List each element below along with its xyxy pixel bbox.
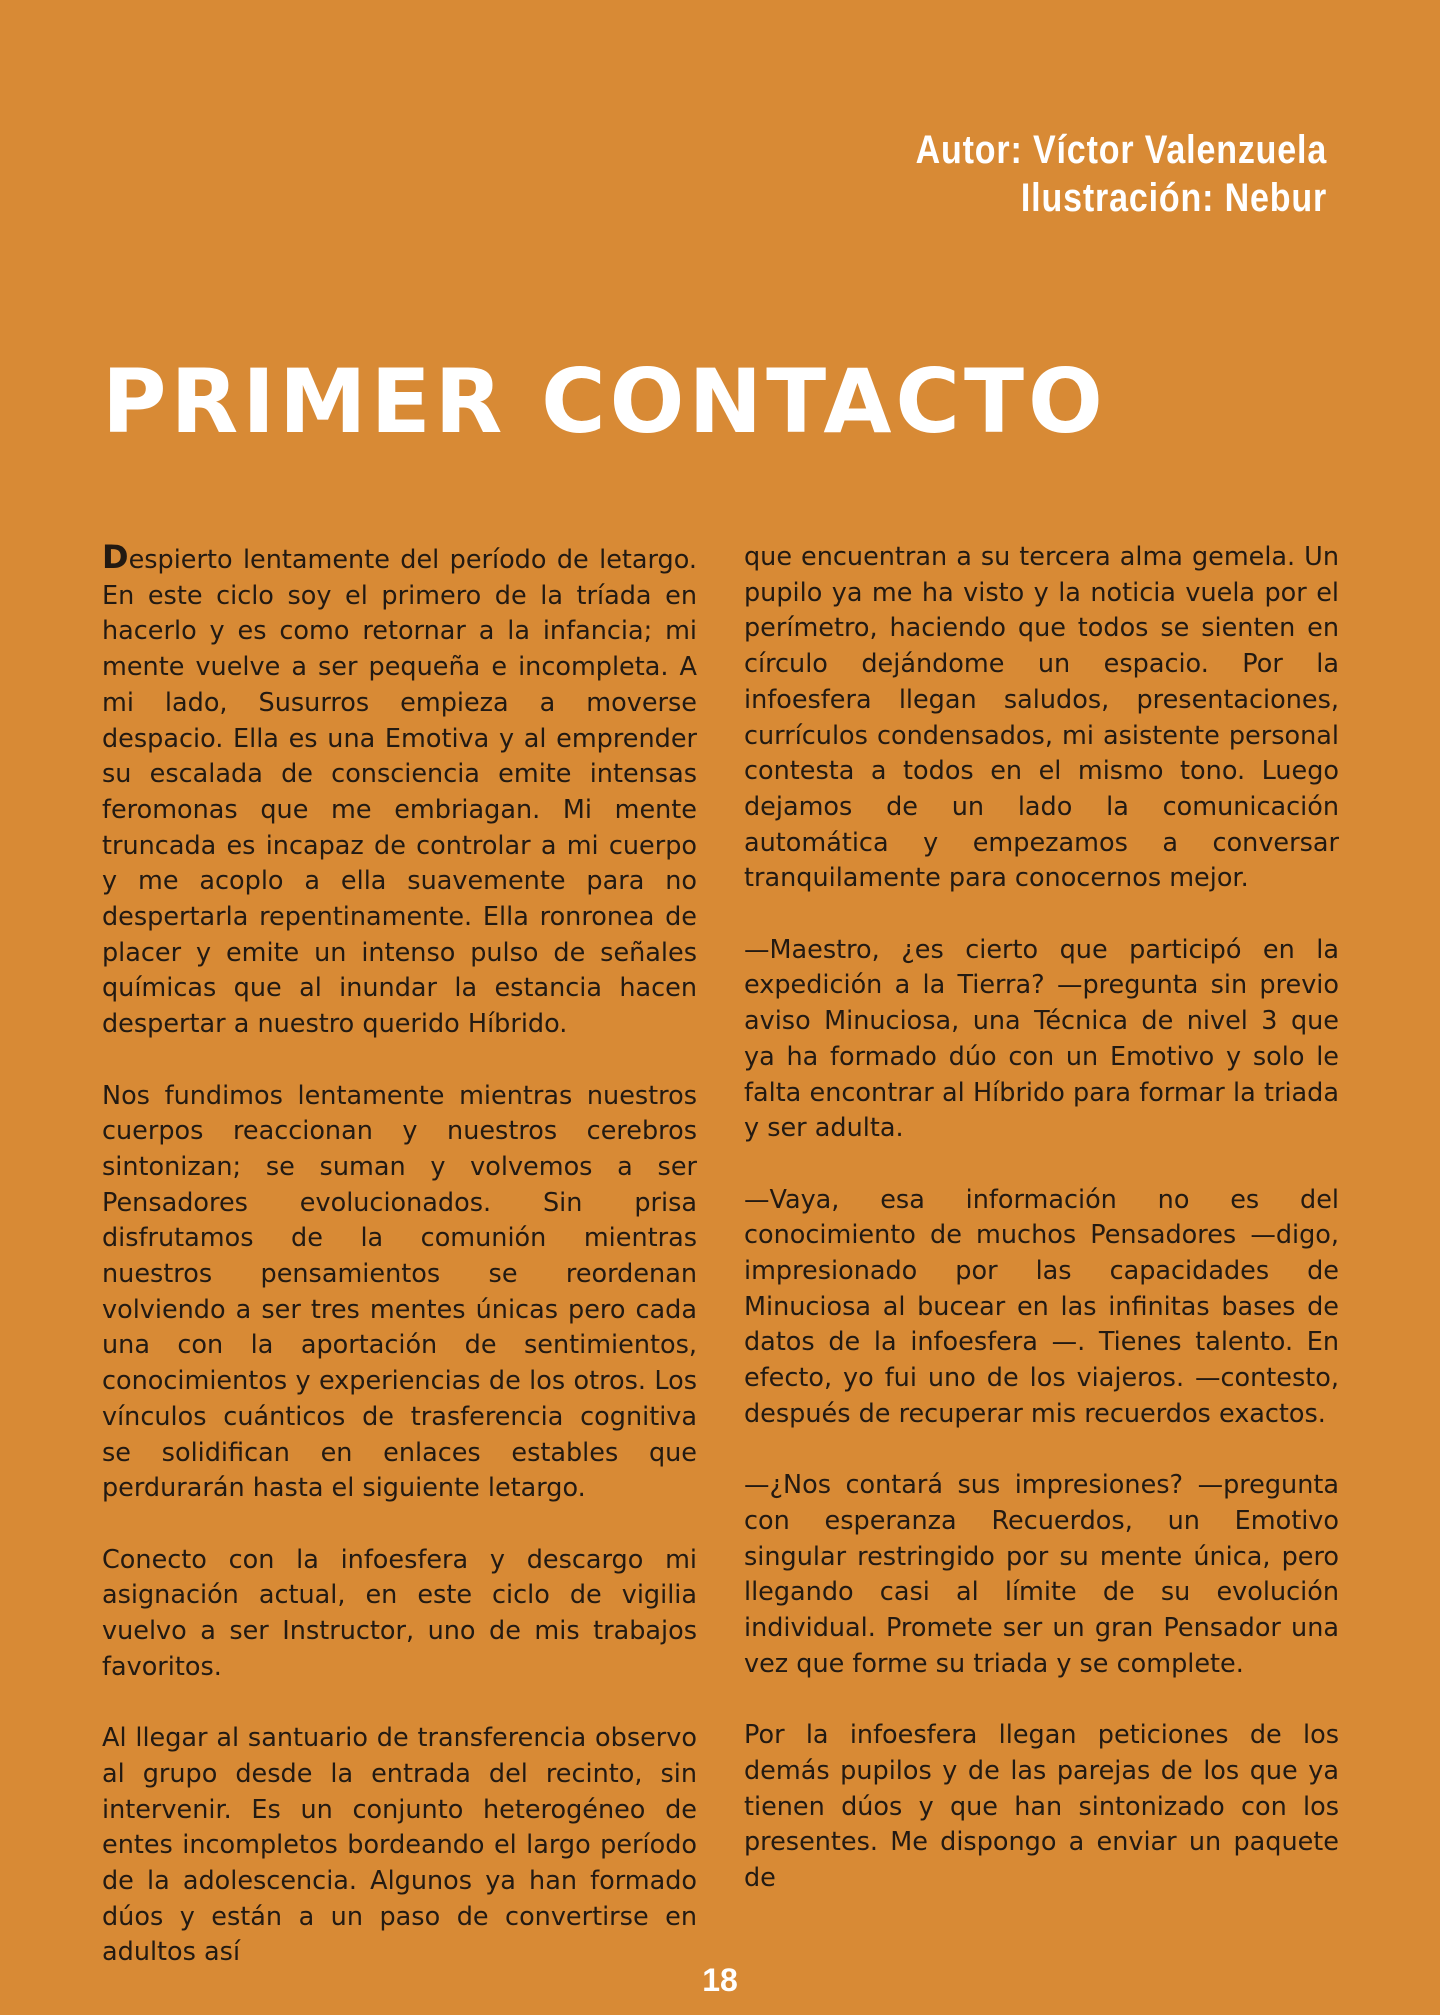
paragraph: —Vaya, esa información no es del conocimiento de muchos Pensadores —digo, impresionado por las capacidades de Minuciosa al bucear en las infinitas bases de datos de la infoesfera —. Tienes talento. En efecto, yo fui uno de los viajeros. —contesto, después de recuperar mis recuerdos exactos. [744,1184,1339,1429]
credits [916,126,1327,222]
paragraph: Por la infoesfera llegan peticiones de los demás pupilos y de las parejas de los que ya tienen dúos y que han sintonizado con los presentes. Me dispongo a enviar un paquete de [744,1720,1339,1893]
paragraph: que encuentran a su tercera alma gemela. Un pupilo ya me ha visto y la noticia vuela por el perímetro, haciendo que todos se sienten en círculo dejándome un espacio. Por la infoesfera llegan saludos, presentaciones, currículos condensados, mi asistente personal contesta a todos en el mismo tono. Luego dejamos de un lado la comunicación automática y empezamos a conversar tranquilamente para conocernos mejor. [744,542,1339,894]
page-number: 18 [702,1962,738,1998]
paragraph: —¿Nos contará sus impresiones? —pregunta con esperanza Recuerdos, un Emotivo singular restringido por su mente única, pero llegando casi al límite de su evolución individual. Promete ser un gran Pensador una vez que forme su triada y se complete. [744,1470,1339,1679]
left-column [102,540,697,1971]
paragraph: Conecto con la infoesfera y descargo mi asignación actual, en este ciclo de vigilia vuelvo a ser Instructor, uno de mis trabajos favoritos. [102,1544,697,1682]
author-credit: Autor: Víctor Valenzuela [915,128,1327,172]
paragraph: Al llegar al santuario de transferencia observo al grupo desde la entrada del recinto, sin intervenir. Es un conjunto heterogéneo de entes incompletos bordeando el largo período de la adolescencia. Algunos ya han formado dúos y están a un paso de convertirse en adultos así [102,1723,697,1968]
paragraph-text: espierto lentamente del período de letargo. En este ciclo soy el primero de la tríada en hacerlo y es como retornar a la infancia; mi mente vuelve a ser pequeña e incompleta. A mi lado, Susurros empieza a moverse despacio. Ella es una Emotiva y al emprender su escalada de consciencia emite intensas feromonas que me embriagan. Mi mente truncada es incapaz de controlar a mi cuerpo y me acoplo a ella suavemente para no despertarla repentinamente. Ella ronronea de placer y emite un intenso pulso de señales químicas que al inundar la estancia hacen despertar a nuestro querido Híbrido. [102,545,697,1040]
right-column [744,540,1339,1897]
paragraph: Nos fundimos lentamente mientras nuestros cuerpos reaccionan y nuestros cerebros sintonizan; se suman y volvemos a ser Pensadores evolucionados. Sin prisa disfrutamos de la comunión mientras nuestros pensamientos se reordenan volviendo a ser tres mentes únicas pero cada una con la aportación de sentimientos, conocimientos y experiencias de los otros. Los vínculos cuánticos de trasferencia cognitiva se solidifican en enlaces estables que perdurarán hasta el siguiente letargo. [102,1080,697,1504]
paragraph [102,540,697,1043]
dropcap: D [102,538,129,576]
article-title: PRIMER CONTACTO [102,350,1107,453]
paragraph: —Maestro, ¿es cierto que participó en la expedición a la Tierra? —pregunta sin previo aviso Minuciosa, una Técnica de nivel 3 que ya ha formado dúo con un Emotivo y solo le falta encontrar al Híbrido para formar la triada y ser adulta. [744,934,1339,1144]
illustration-credit: Ilustración: Nebur [1020,176,1327,220]
